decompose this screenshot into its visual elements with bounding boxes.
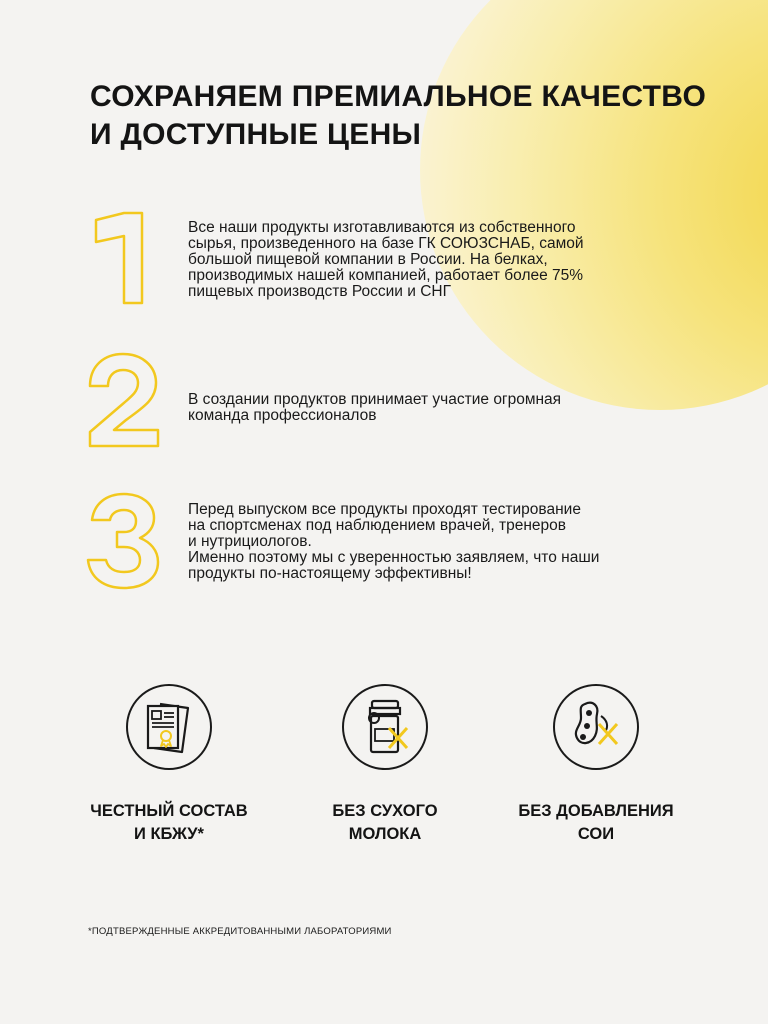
feature-item-3 — [84, 490, 684, 600]
badge-label-line: СОИ — [577, 825, 615, 843]
feature-1-line: большой пищевой компании в России. На белках, — [188, 251, 548, 268]
feature-item-2 — [84, 350, 684, 460]
feature-text-2 — [188, 392, 658, 424]
feature-text-3 — [188, 502, 658, 582]
feature-item-1 — [84, 208, 684, 318]
badge-label-line: И КБЖУ* — [134, 825, 204, 843]
feature-text-1 — [188, 220, 658, 300]
feature-3-line: продукты по-настоящему эффективны! — [188, 565, 472, 582]
footnote: *ПОДТВЕРЖДЕННЫЕ АККРЕДИТОВАННЫМИ ЛАБОРАТОРИЯМИ — [88, 926, 392, 937]
badge-label-line: БЕЗ ДОБАВЛЕНИЯ — [518, 802, 674, 820]
number-three-outline-icon — [84, 490, 164, 590]
badge-label-line: ЧЕСТНЫЙ СОСТАВ — [90, 802, 248, 820]
badge-label — [496, 800, 696, 846]
feature-2-line: команда профессионалов — [188, 407, 377, 424]
badge-label-line: МОЛОКА — [348, 825, 422, 843]
badge-no-dry-milk — [285, 684, 485, 846]
feature-3-line: и нутрициологов. — [188, 533, 312, 550]
feature-1-line: сырья, произведенного на базе ГК СОЮЗСНАБ, самой — [188, 235, 584, 252]
feature-3-line: Перед выпуском все продукты проходят тестирование — [188, 501, 581, 518]
badge-label — [69, 800, 269, 846]
certificate-document-icon — [128, 686, 210, 768]
badge-no-soy — [496, 684, 696, 846]
milk-can-crossed-icon — [344, 686, 426, 768]
page-title — [90, 78, 730, 154]
title-line-2: И ДОСТУПНЫЕ ЦЕНЫ — [90, 118, 422, 151]
feature-1-line: Все наши продукты изготавливаются из собственного — [188, 219, 576, 236]
badge-circle — [553, 684, 639, 770]
decorative-yellow-circle — [420, 0, 768, 410]
feature-1-line: производимых нашей компанией, работает более 75% — [188, 267, 584, 284]
title-line-1: СОХРАНЯЕМ ПРЕМИАЛЬНОЕ КАЧЕСТВО — [90, 80, 707, 113]
badge-label-line: БЕЗ СУХОГО — [332, 802, 438, 820]
number-two-outline-icon — [84, 350, 164, 450]
feature-3-line: на спортсменах под наблюдением врачей, тренеров — [188, 517, 566, 534]
badge-label — [285, 800, 485, 846]
badge-circle — [342, 684, 428, 770]
badge-honest-composition — [69, 684, 269, 846]
feature-3-line: Именно поэтому мы с уверенностью заявляем, что наши — [188, 549, 600, 566]
feature-1-line: пищевых производств России и СНГ — [188, 283, 452, 300]
soy-crossed-icon — [555, 686, 637, 768]
badge-circle — [126, 684, 212, 770]
feature-2-line: В создании продуктов принимает участие огромная — [188, 391, 562, 408]
number-one-outline-icon — [84, 208, 154, 308]
